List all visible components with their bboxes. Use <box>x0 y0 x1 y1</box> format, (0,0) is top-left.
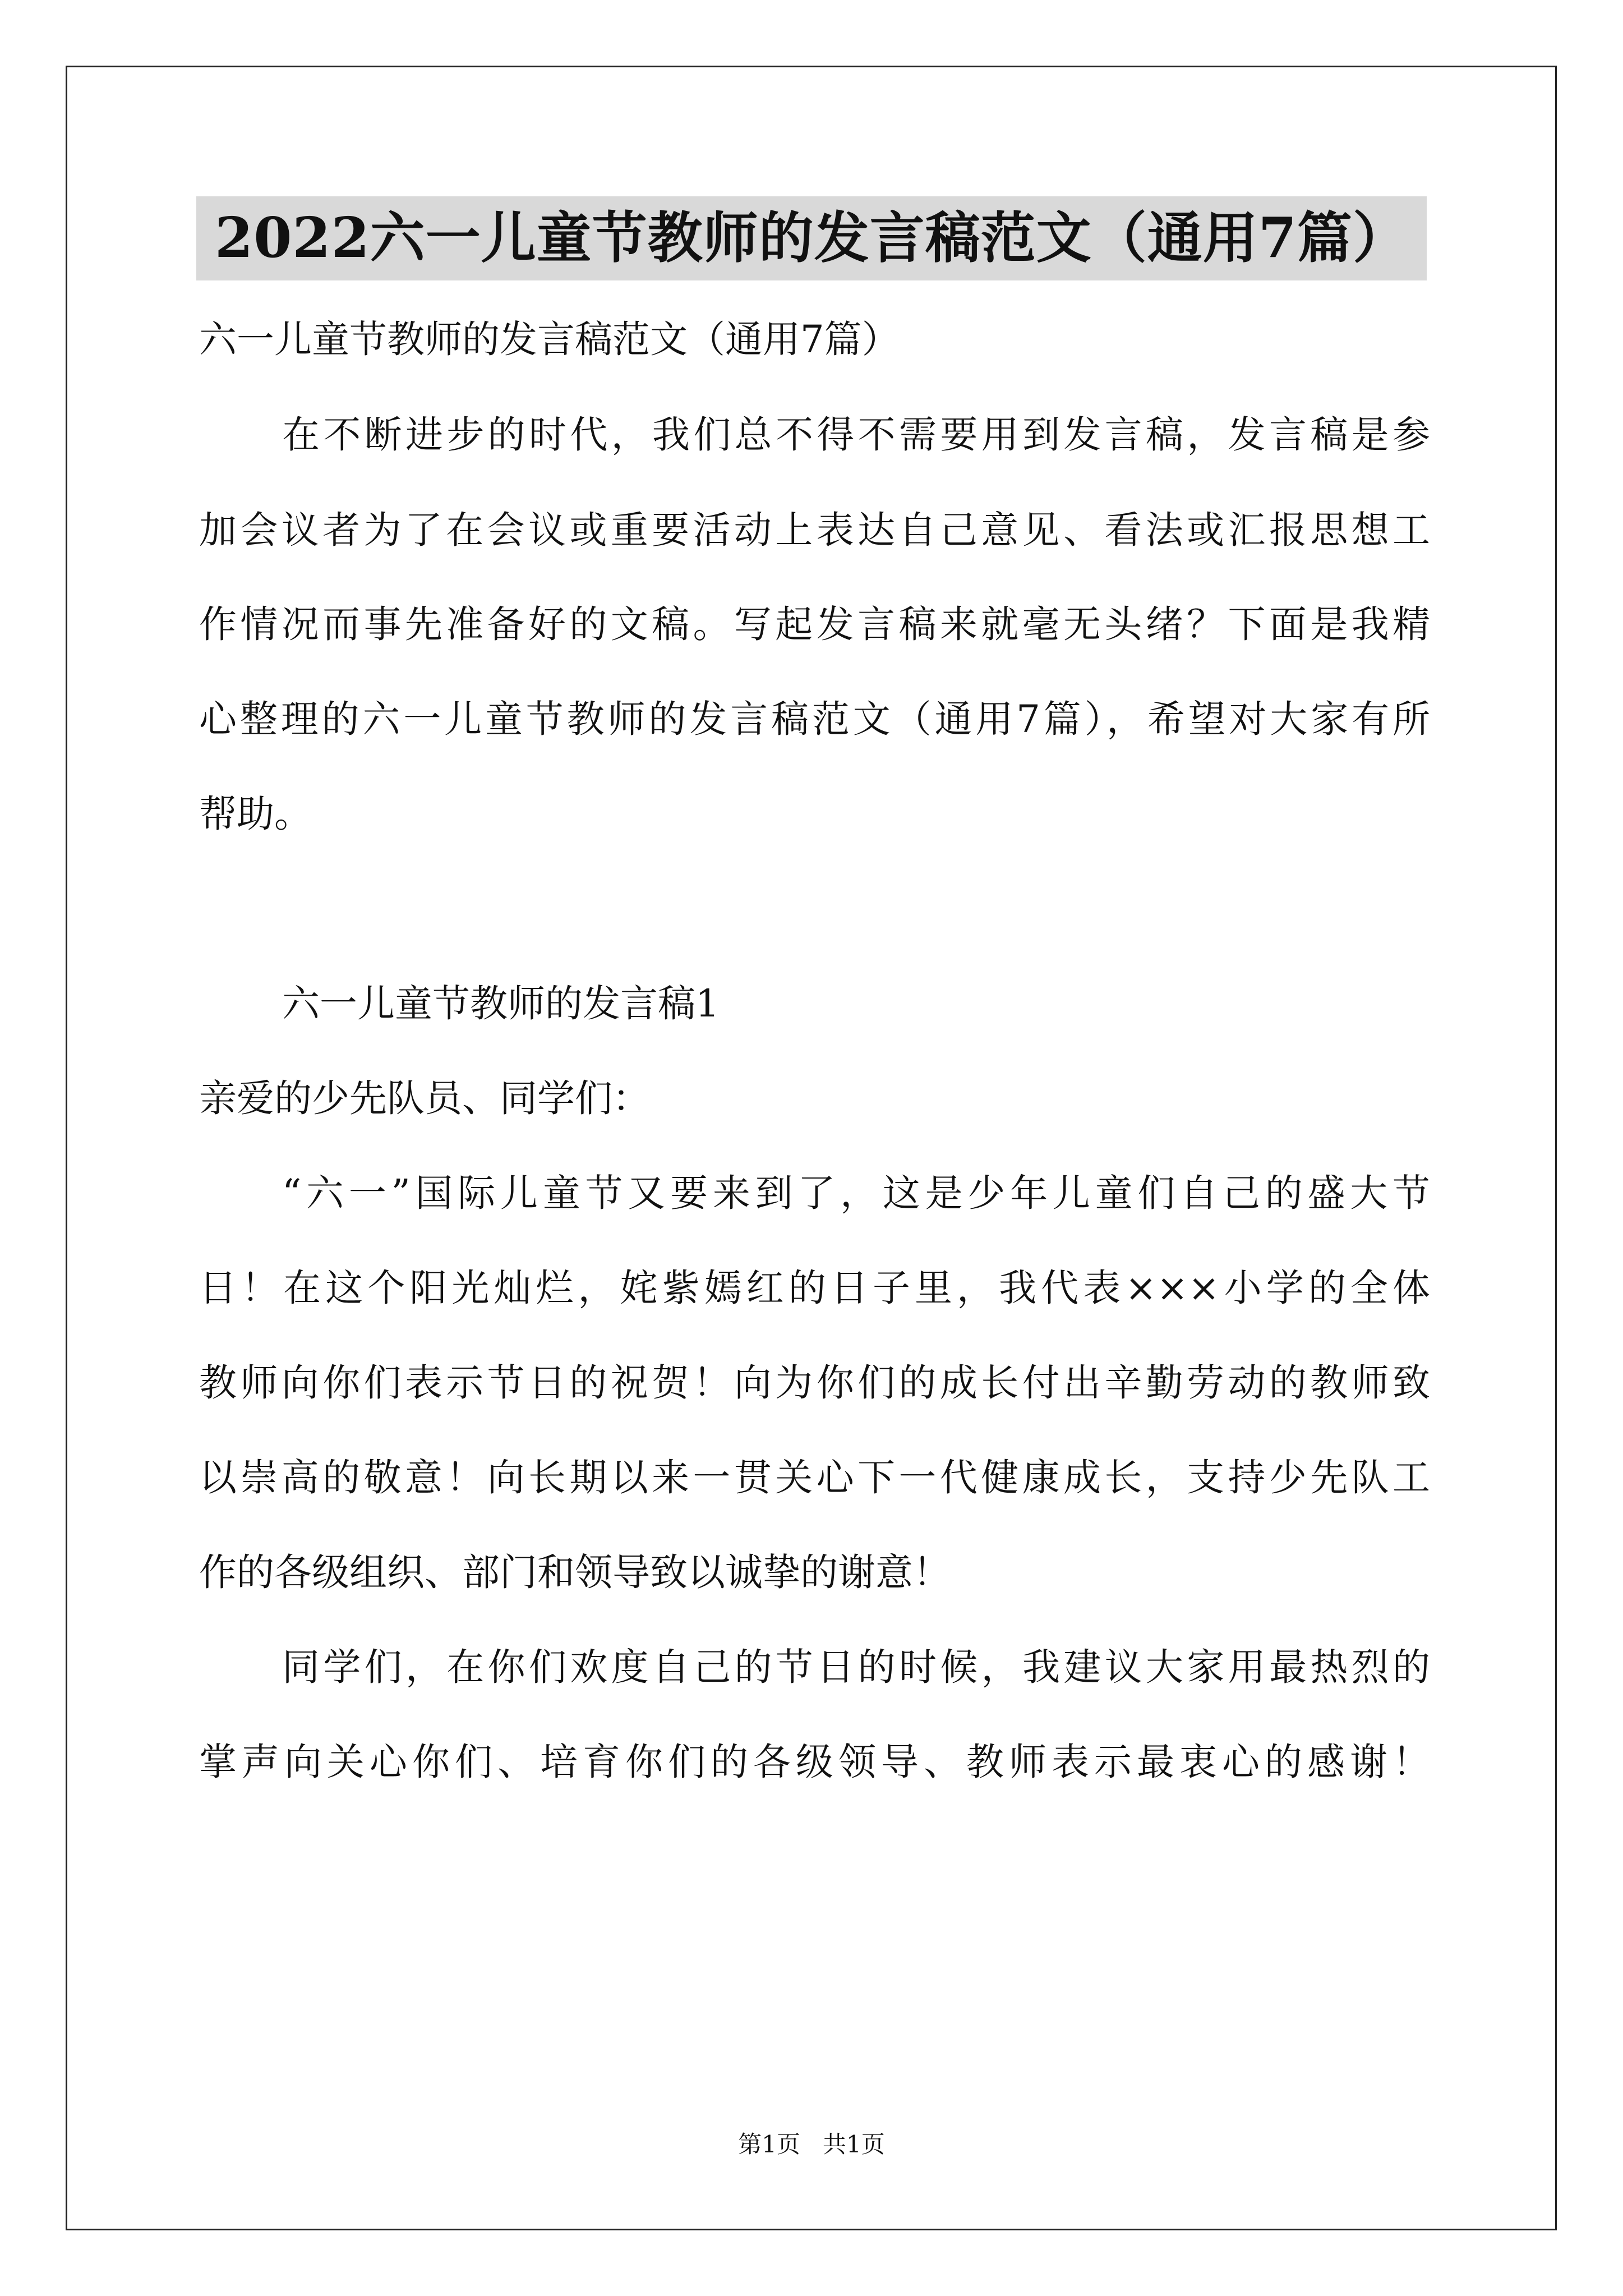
document-title: 2022六一儿童节教师的发言稿范文（通用7篇） <box>215 206 1408 270</box>
page-number-footer: 第1页 共1页 <box>738 2131 885 2158</box>
page-border <box>66 66 1557 2230</box>
paragraph-line: 教师向你们表示节日的祝贺！向为你们的成长付出辛勤劳动的教师致 <box>199 1361 1430 1405</box>
paragraph-line: 以崇高的敬意！向长期以来一贯关心下一代健康成长，支持少先队工 <box>199 1456 1430 1499</box>
paragraph-line: 心整理的六一儿童节教师的发言稿范文（通用7篇），希望对大家有所 <box>199 697 1430 741</box>
paragraph-line: 日！在这个阳光灿烂，姹紫嫣红的日子里，我代表×××小学的全体 <box>199 1266 1430 1310</box>
paragraph-line: 作情况而事先准备好的文稿。写起发言稿来就毫无头绪？下面是我精 <box>199 602 1430 646</box>
paragraph-line: 掌声向关心你们、培育你们的各级领导、教师表示最衷心的感谢！ <box>199 1740 1430 1784</box>
paragraph-line: 同学们，在你们欢度自己的节日的时候，我建议大家用最热烈的 <box>282 1645 1430 1689</box>
paragraph-line: “六一”国际儿童节又要来到了，这是少年儿童们自己的盛大节 <box>282 1171 1430 1215</box>
paragraph-line: 作的各级组织、部门和领导致以诚挚的谢意！ <box>199 1550 951 1594</box>
section-heading: 六一儿童节教师的发言稿1 <box>282 982 720 1025</box>
subtitle-line: 六一儿童节教师的发言稿范文（通用7篇） <box>199 318 900 361</box>
salutation-line: 亲爱的少先队员、同学们： <box>199 1076 650 1120</box>
paragraph-line: 在不断进步的时代，我们总不得不需要用到发言稿，发言稿是参 <box>282 413 1430 457</box>
paragraph-line: 帮助。 <box>199 792 312 836</box>
paragraph-line: 加会议者为了在会议或重要活动上表达自己意见、看法或汇报思想工 <box>199 508 1430 552</box>
